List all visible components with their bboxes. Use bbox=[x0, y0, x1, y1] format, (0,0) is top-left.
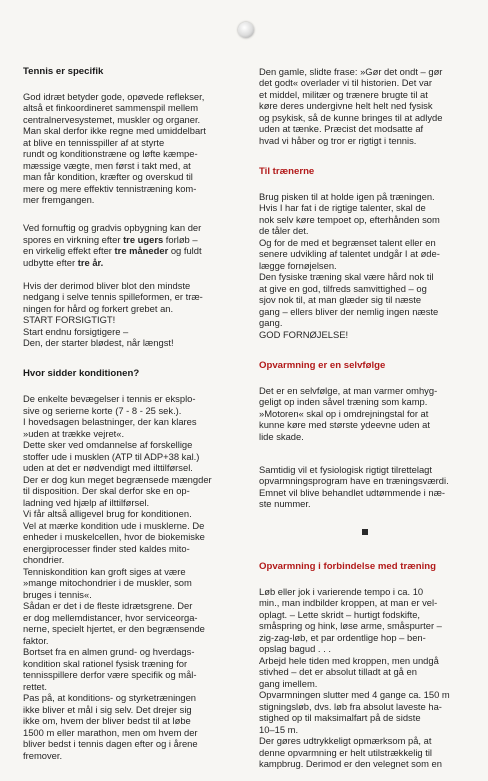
heading-tennis-er-specifik: Tennis er specifik bbox=[23, 65, 104, 77]
paragraph-opvarmning-traening: Løb eller jok i varierende tempo i ca. 10 min., man indbilder kroppen, at man er vel- oplagt. – Lette skridt – hurtigt fodskifte, småspring og hink, løse arme, småspurter – zig-zag-løb, et par ordentlige hop – ben- opslag bagud . . . Arbejd hele tiden med kroppen, men undgå stivhed – det er absolut tilladt at gå en gang imellem. Opvarmningen slutter med 4 gange ca. 150 m stigningsløb, dvs. løb fra absolut laveste ha- stighed op til maksimalfart på de sidste 10–15 m. Der gøres udtrykkeligt opmærksom på, at denne opvarmning er helt utilstrækkelig til kampbrug. Derimod er den velegnet som en bbox=[259, 585, 450, 769]
text-run: forløb – en virkelig effekt efter bbox=[23, 233, 198, 256]
emphasis-tre-ugers: tre ugers bbox=[123, 233, 164, 245]
binder-hole bbox=[238, 22, 254, 38]
heading-til-traenerne: Til trænerne bbox=[259, 165, 315, 177]
emphasis-tre-maaneder: tre måneder bbox=[114, 245, 169, 256]
emphasis-tre-aar: tre år. bbox=[77, 256, 104, 268]
paragraph-kondition: De enkelte bevægelser i tennis er eksplo- sive og serierne korte (7 - 8 - 25 sek.). I hovedsagen belastninger, der kan klares »uden at trække vejret«. Dette sker ved omdannelse af forskellige stoffer ude i musklen (ATP til ADP+38 kal.) uden at det er nødvendigt med ilttilførsel. Der er dog kun meget begrænsede mængder til disposition. Der skal derfor ske en op- ladning ved hjælp af ilttilførsel. Vi får altså alligevel brug for konditionen. Vel at mærke kondition ude i musklerne. De enheder i muskelcellen, hvor de biokemiske energiprocesser finder sted kaldes mito- chondrier. Tenniskondition kan groft siges at være »mange mitochondrier i de muskler, som bruges i tennis«. Sådan er det i de fleste idrætsgrene. Der er dog mellemdistancer, hvor serviceorga- nerne, specielt hjertet, er den begrænsende faktor. Bortset fra en almen grund- og hverdags- kondition skal rationel fysisk træning for tennisspillere derfor være specifik og mål- rettet. Pas på, at konditions- og styrketræningen ikke bliver et mål i sig selv. Det drejer sig ikke om, hvem der bliver bedst til at løbe 1500 m eller marathon, men om hvem der bliver bedst i tennis dagen efter og i årene fremover. bbox=[23, 393, 212, 761]
heading-opvarmning-traening: Opvarmning i forbindelse med træning bbox=[259, 560, 436, 572]
paragraph-progression bbox=[23, 222, 233, 268]
paragraph-gamle-frase: Den gamle, slidte frase: »Gør det ondt – gør det godt« overlader vi til historien. Det var et middel, militær og trænere brugte til at køre deres undergivne helt helt ned fysisk og psykisk, så de kunne bringes til at adlyde uden at tænke. Præcist det modsatte af hvad vi håber og tror er rigtigt i tennis. bbox=[259, 65, 443, 146]
left-column bbox=[23, 46, 233, 773]
text-run: Ved fornuftig og gradvis opbygning kan der spores en virkning efter bbox=[23, 222, 202, 245]
paragraph-opvarmning: Det er en selvfølge, at man varmer omhyg- geligt op inden såvel træning som kamp. »Motoren« skal op i omdrejningstal for at kunne køre med største ydeevne uden at lide skade. bbox=[259, 384, 438, 442]
section-divider-mark bbox=[362, 529, 368, 535]
heading-hvor-sidder-konditionen: Hvor sidder konditionen? bbox=[23, 368, 140, 379]
paragraph-intro: God idræt betyder gode, opøvede reflekser, altså et finkoordineret sammenspil mellem centralnervesystemet, muskler og organer. Man skal derfor ikke regne med umiddelbart at blive en tennisspiller af at styrte rundt og konditionstræne og løfte kæmpe- mæssige vægte, men først i takt med, at man får kondition, kræfter og overskud til mere og mere effektiv tennistræning kom- mer fremgangen. bbox=[23, 90, 206, 205]
paragraph-naeste-nummer: Samtidig vil et fysiologisk rigtigt tilrettelagt opvarmningsprogram have en træningsværdi. Emnet vil blive behandlet udtømmende i næ- ste nummer. bbox=[259, 463, 449, 509]
heading-opvarmning-selvfoelge: Opvarmning er en selvfølge bbox=[259, 359, 386, 371]
paragraph-til-traenerne: Brug pisken til at holde igen på træningen. Hvis I har fat i de rigtige talenter, skal de nok selv køre tempoet op, efterhånden som de tåler det. Og for de med et begrænset talent eller en senere udvikling af talentet undgår I at øde- lægge fornøjelsen. Den fysiske træning skal være hård nok til at give en god, tilfreds samvittighed – og sjov nok til, at man glæder sig til næste gang – ellers bliver der nemlig ingen næste gang. GOD FORNØJELSE! bbox=[259, 190, 440, 340]
right-column bbox=[259, 46, 471, 781]
paragraph-start-forsigtigt: Hvis der derimod bliver blot den mindste nedgang i selve tennis spilleformen, er træ- ningen for hård og forkert grebet an. START FORSIGTIGT! Start endnu forsigtigere – Den, der starter blødest, når længst! bbox=[23, 279, 203, 348]
text-run: og fuldt udbytte efter bbox=[23, 245, 202, 268]
